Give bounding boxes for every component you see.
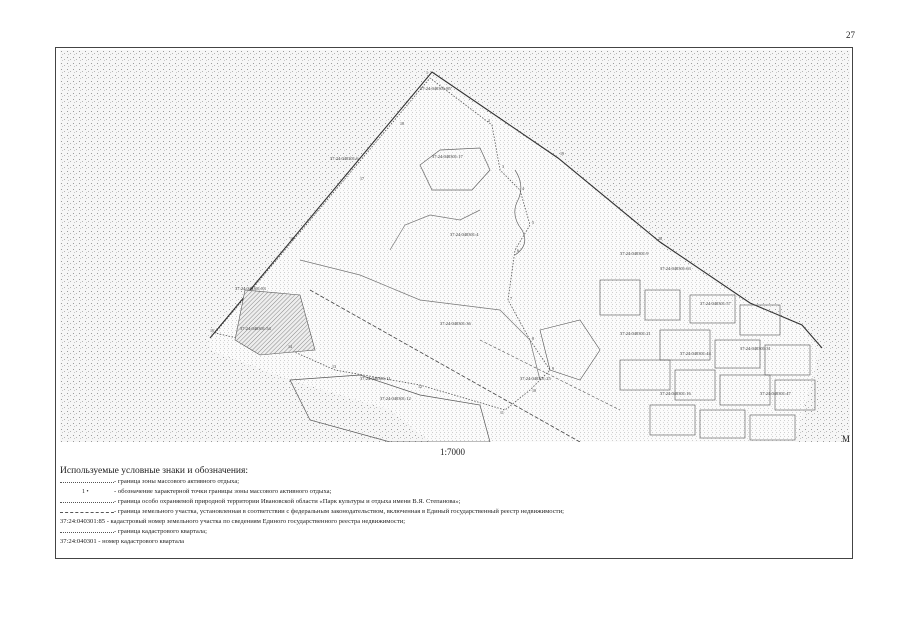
point-label: 8 [532, 336, 534, 341]
cadastral-map[interactable] [60, 50, 850, 442]
point-label: 2 [488, 118, 490, 123]
legend-text: 37:24:040301:85 - кадастровый номер земельного участка по сведениям Единого государственного реестра недвижимости; [60, 518, 406, 525]
legend-text: - обозначение характерной точки границы зоны массового активного отдыха; [114, 488, 332, 495]
point-label: 18 [400, 121, 404, 126]
legend-item-quarter-boundary [60, 527, 845, 537]
point-label: 15 [210, 328, 214, 333]
point-label: 3 [502, 164, 504, 169]
legend-item-zone-boundary [60, 477, 845, 487]
legend-text: - граница кадастрового квартала; [114, 528, 207, 535]
parcel-label: 37:24:040301:25 [520, 376, 551, 381]
dashed-line-symbol [60, 507, 116, 517]
point-label: 9 [552, 366, 554, 371]
point-label: 19 [560, 151, 564, 156]
legend-text: - граница земельного участка, установленная в соответствии с федеральным законодательством, включенная в Единый государственный реестр недвижимости; [114, 508, 564, 515]
parcel-label: 37:24:040301:36 [440, 321, 471, 326]
point-label: 12 [418, 384, 422, 389]
parcel-label: 37:24:040301:47 [760, 391, 791, 396]
legend-item-park-boundary [60, 497, 845, 507]
parcel-label: 37:24:040301:31 [740, 346, 771, 351]
parcel-label: 37:24:040301:83 [235, 286, 266, 291]
parcel-label: 37:24:040301:54 [240, 326, 271, 331]
parcel-label: 37:24:040301:4 [450, 232, 479, 237]
legend-item-quarter-number [60, 537, 845, 547]
point-label: 7 [510, 296, 512, 301]
parcel-label: 37:24:040301:85 [420, 86, 451, 91]
legend-title: Используемые условные знаки и обозначения: [60, 466, 249, 476]
legend-text: - граница особо охраняемой природной территории Ивановской области «Парк культуры и отдыха имени В.Я. Степанова»; [114, 498, 461, 505]
parcel-label: 37:24:040301:44 [680, 351, 711, 356]
legend-text: 37:24:040301 - номер кадастрового квартала [60, 538, 185, 545]
point-label: 6 [517, 248, 519, 253]
point-label: 5 [532, 220, 534, 225]
legend [60, 466, 845, 547]
legend-item-parcel-boundary [60, 507, 845, 517]
dotted-line-symbol [60, 527, 116, 537]
legend-text: - граница зоны массового активного отдыха; [114, 478, 240, 485]
point-label: 10 [532, 388, 536, 393]
point-label: 11 [500, 410, 504, 415]
point-label: 4 [522, 186, 524, 191]
point-label: 1 [426, 70, 428, 75]
parcel-label: 37:24:040301:57 [700, 301, 731, 306]
legend-item-characteristic-point [60, 487, 845, 497]
point-label: 20 [658, 236, 662, 241]
point-label: 17 [360, 176, 364, 181]
parcel-label: 37:24:040301:16 [660, 391, 691, 396]
legend-item-cadastral-number [60, 517, 845, 527]
parcel-label: 37:24:040301:63 [660, 266, 691, 271]
map-scale: 1:7000 [440, 447, 466, 457]
point-label: 14 [288, 344, 292, 349]
parcel-label: 37:24:040301:21 [620, 331, 651, 336]
north-marker: M [842, 434, 851, 444]
point-label: 13 [332, 364, 336, 369]
parcel-label: 37:24:040301:11 [360, 376, 391, 381]
parcel-label: 37:24:040301:9 [620, 251, 649, 256]
dotted-line-symbol [60, 497, 116, 507]
map-canvas[interactable] [60, 50, 850, 442]
parcel-label: 37:24:040301:17 [432, 154, 463, 159]
point-marker-icon: 1 • [82, 489, 89, 495]
parcel-label: 37:24:040301:12 [380, 396, 411, 401]
parcel-label: 37:24:040301:6 [330, 156, 359, 161]
page-number: 27 [846, 30, 855, 40]
dotted-line-symbol [60, 477, 116, 487]
point-label: 16 [290, 236, 294, 241]
